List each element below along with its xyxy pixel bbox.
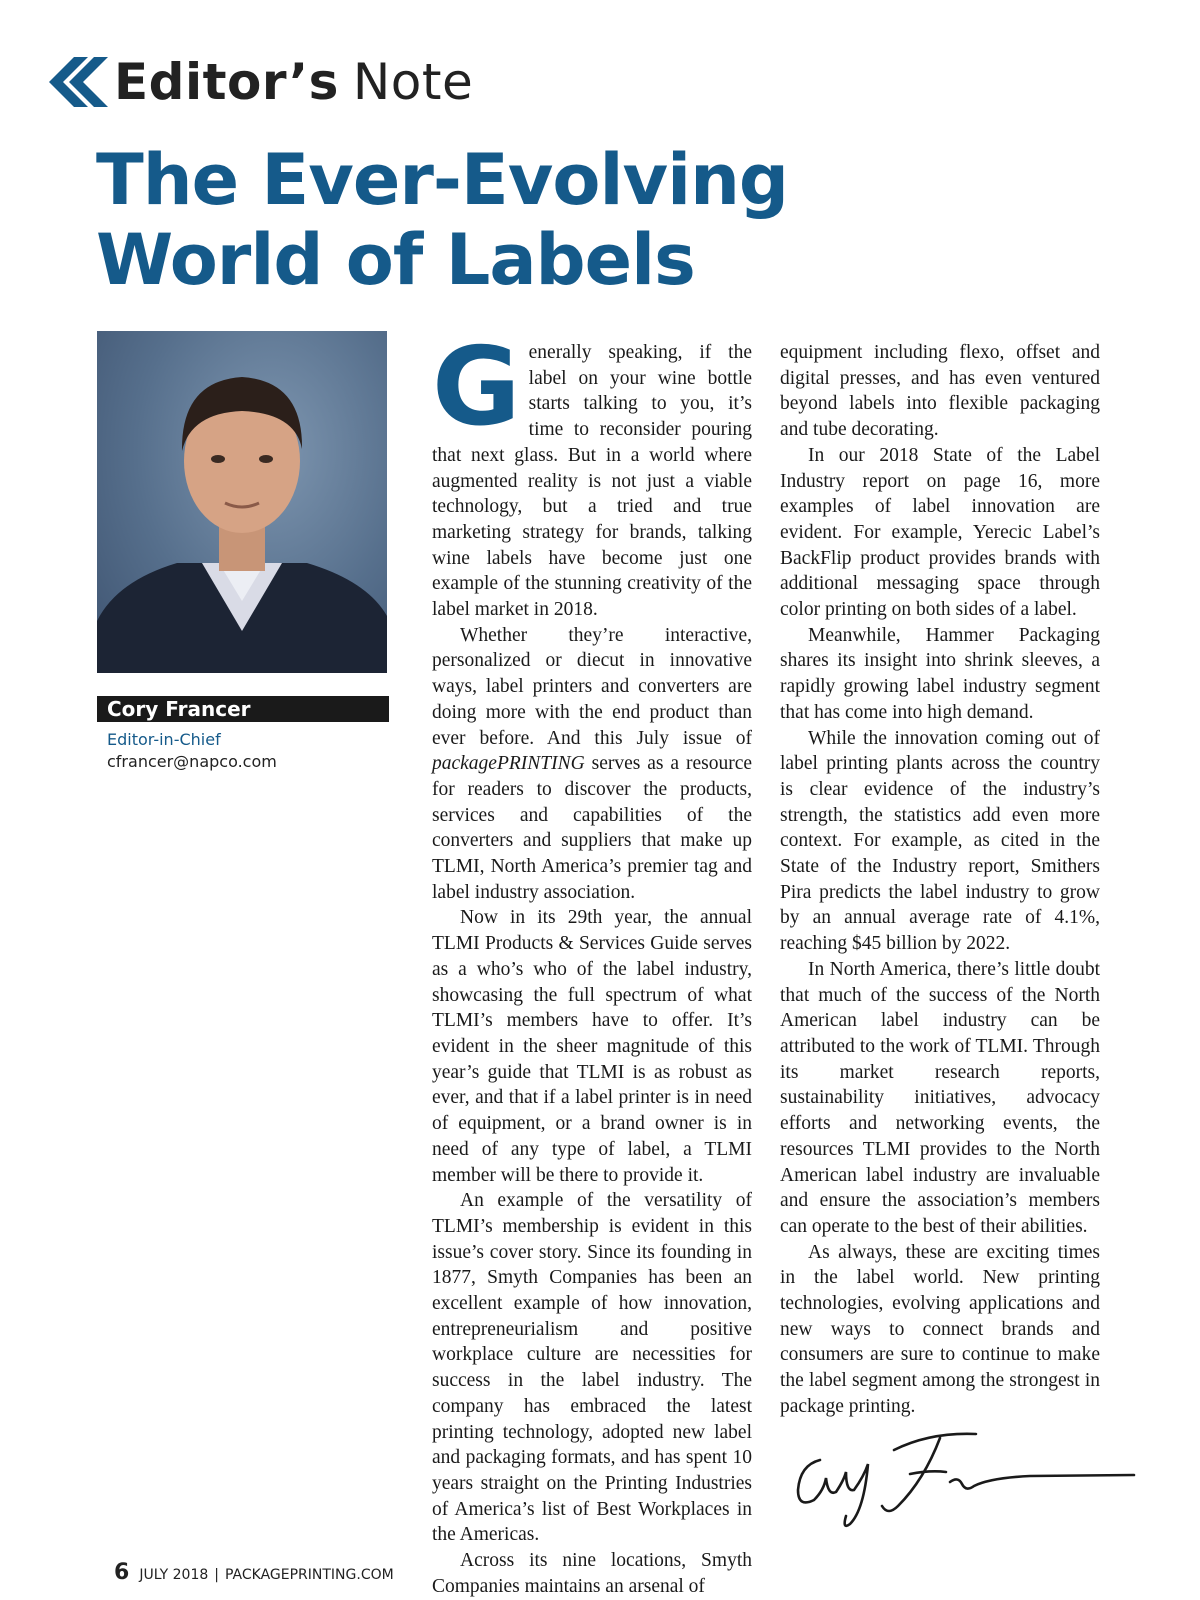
footer-separator: |: [214, 1567, 219, 1583]
paragraph: While the innovation coming out of label printing plants across the country is clear evidence of the industry’s strength, the statistics add even more context. For example, as cited in the State of the Industry report, Smithers Pira predicts the label industry to grow by an annual average rate of 4.1%, reaching $45 billion by 2022.: [780, 727, 1100, 955]
headline: [96, 140, 996, 300]
paragraph: Across its nine locations, Smyth Companies maintains an arsenal of: [432, 1550, 752, 1597]
site-name: PACKAGEPRINTING.COM: [224, 1567, 394, 1583]
headline-line-2: World of Labels: [96, 219, 695, 301]
paragraph: equipment including flexo, offset and digital presses, and has even ventured beyond labels into flexible packaging and tube decorating.: [780, 342, 1100, 441]
author-portrait-illustration: [97, 331, 387, 673]
headline-line-1: The Ever-Evolving: [96, 139, 789, 221]
page-number: 6: [114, 1560, 130, 1585]
author-email: cfrancer@napco.com: [107, 752, 277, 771]
paragraph: Now in its 29th year, the annual TLMI Products & Services Guide serves as a who’s who of the label industry, showcasing the full spectrum of what TLMI’s members have to offer. It’s evident in the sheer magnitude of this year’s guide that TLMI is as robust as ever, and that if a label printer is in need of equipment, or a brand owner is in need of any type of label, a TLMI member will be there to provide it.: [432, 907, 752, 1186]
article-column-2: [780, 340, 1100, 1420]
magazine-name: packagePRINTING: [432, 753, 585, 775]
page-footer: [114, 1560, 394, 1585]
author-role: Editor-in-Chief: [107, 730, 221, 749]
signature: [790, 1420, 1150, 1540]
paragraph: Meanwhile, Hammer Packaging shares its insight into shrink sleeves, a rapidly growing label industry segment that has come into high demand.: [780, 624, 1100, 723]
section-label-editors: Editor’s: [114, 53, 339, 111]
paragraph: Whether they’re interactive, personalized or diecut in innovative ways, label printers and converters are doing more with the end product than ever before. And this July issue of packagePRINTING serves as a resource for readers to discover the products, services and capabilities of the converters and suppliers that make up TLMI, North America’s premier tag and label industry association.: [432, 624, 753, 903]
paragraph: Generally speaking, if the label on your wine bottle starts talking to you, it’s time to reconsider pouring that next glass. But in a world where augmented reality is not just a viable technology, but a tried and true marketing strategy for brands, talking wine labels have become just one example of the stunning creativity of the label market in 2018.: [432, 325, 752, 621]
author-photo: [97, 331, 387, 673]
author-name: Cory Francer: [97, 696, 389, 722]
paragraph: As always, these are exciting times in the label world. New printing technologies, evolving applications and new ways to connect brands and consumers are sure to continue to make the label segment among the strongest in package printing.: [780, 1241, 1100, 1417]
paragraph: In North America, there’s little doubt that much of the success of the North American label industry can be attributed to the work of TLMI. Through its market research reports, sustainability initiatives, advocacy efforts and networking events, the resources TLMI provides to the North American label industry are invaluable and ensure the association’s members can operate to the best of their abilities.: [780, 958, 1100, 1237]
paragraph: An example of the versatility of TLMI’s membership is evident in this issue’s cover story. Since its founding in 1877, Smyth Companies has been an excellent example of how innovation, entrepreneurialism and positive workplace culture are necessities for success in the label industry. The company has embraced the latest printing technology, adopted new label and packaging formats, and has spent 10 years straight on the Printing Industries of America’s list of Best Workplaces in the Americas.: [432, 1190, 752, 1546]
article-column-1: [432, 325, 753, 1599]
section-header: [44, 52, 473, 112]
paragraph: In our 2018 State of the Label Industry report on page 16, more examples of label innovation are evident. For example, Yerecic Label’s BackFlip product provides brands with additional messaging space through color printing on both sides of a label.: [780, 444, 1100, 621]
drop-cap: G: [432, 325, 521, 450]
issue-date: JULY 2018: [139, 1567, 209, 1583]
double-chevron-left-icon: [44, 57, 108, 107]
section-label-note: Note: [352, 53, 474, 111]
